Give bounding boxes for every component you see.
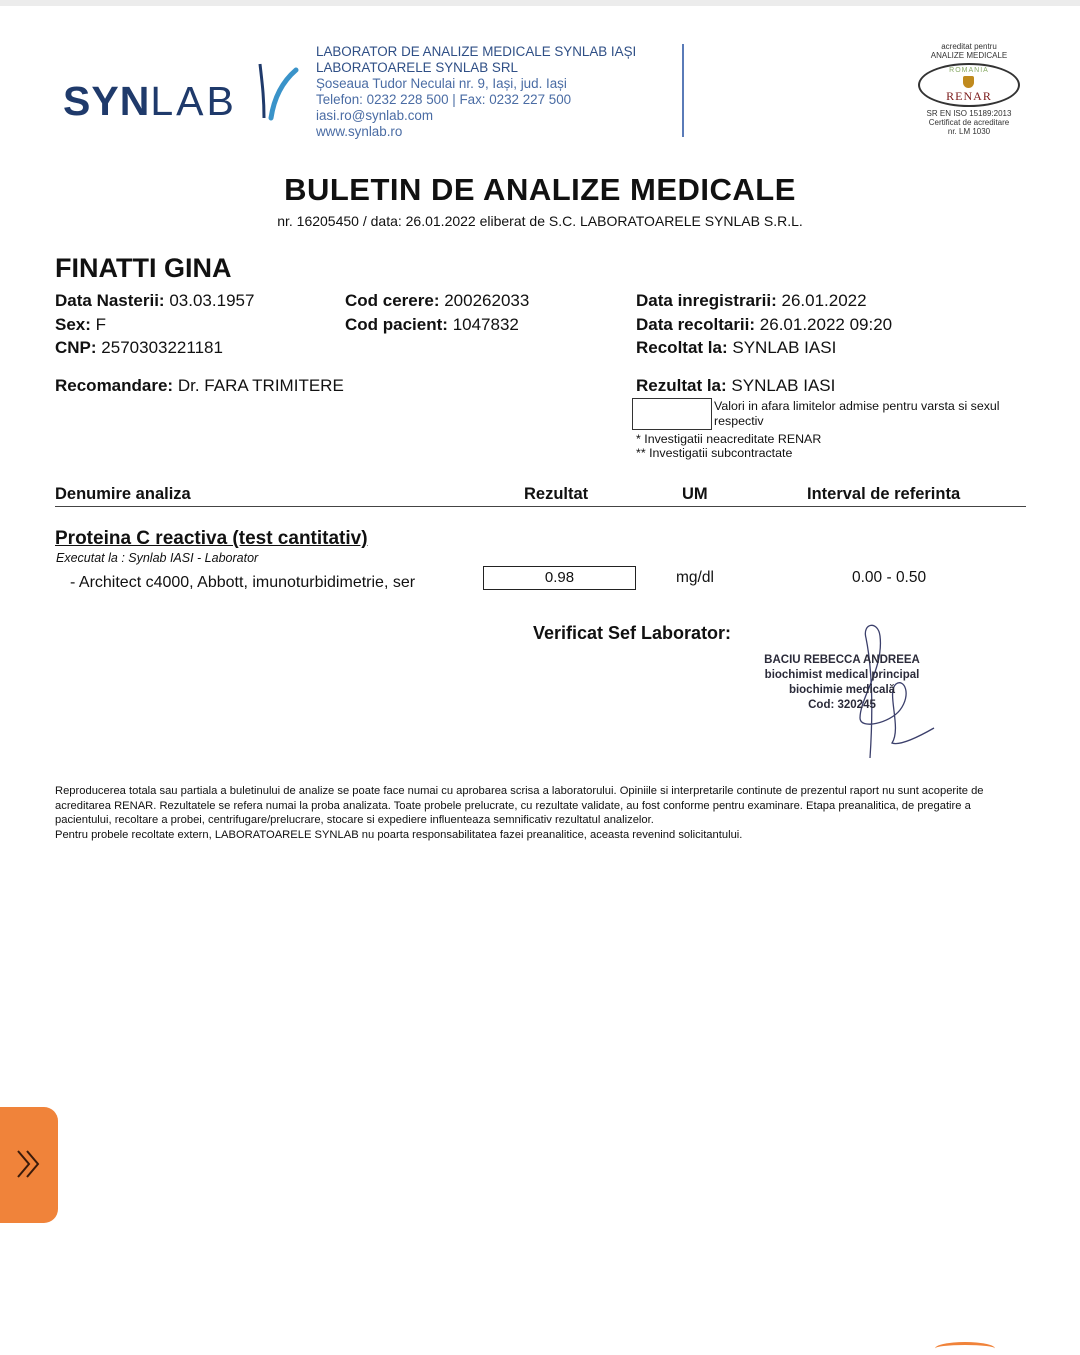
bottom-corner-accent <box>935 1342 995 1355</box>
column-header-unit: UM <box>682 485 708 503</box>
table-header-rule <box>55 506 1026 507</box>
column-header-result: Rezultat <box>524 485 589 503</box>
footer-disclaimer <box>55 784 1030 842</box>
stamp-title: biochimist medical principal <box>764 669 920 681</box>
lab-website[interactable]: www.synlab.ro <box>316 124 403 139</box>
column-header-reference: Interval de referinta <box>807 485 961 503</box>
accreditation-field: ANALIZE MEDICALE <box>930 51 1008 60</box>
sex: Sex: F <box>55 315 107 334</box>
recommendation: Recomandare: Dr. FARA TRIMITERE <box>55 376 344 395</box>
accreditation-text: acreditat pentru <box>941 42 997 51</box>
stamp-specialty: biochimie medicală <box>788 684 896 696</box>
lab-company: LABORATOARELE SYNLAB SRL <box>316 60 518 75</box>
test-reference-range: 0.00 - 0.50 <box>852 569 927 586</box>
lab-email[interactable]: iasi.ro@synlab.com <box>316 108 434 123</box>
executed-at: Executat la : Synlab IASI - Laborator <box>56 551 259 565</box>
legend-note-renar: * Investigatii neacreditate RENAR <box>636 432 822 446</box>
test-method: - Architect c4000, Abbott, imunoturbidimetrie, ser <box>70 574 416 591</box>
side-expand-tab[interactable] <box>0 1107 58 1223</box>
renar-seal <box>918 63 1020 107</box>
request-code: Cod cerere: 200262033 <box>345 291 530 310</box>
document-subtitle: nr. 16205450 / data: 26.01.2022 eliberat de S.C. LABORATOARELE SYNLAB S.R.L. <box>277 213 803 229</box>
double-chevron-right-icon <box>15 1147 43 1186</box>
test-unit: mg/dl <box>676 569 714 586</box>
lab-address: Șoseaua Tudor Neculai nr. 9, Iași, jud. Iași <box>316 76 567 91</box>
renar-accreditation <box>912 42 1026 136</box>
patient-code: Cod pacient: 1047832 <box>345 315 519 334</box>
test-name: Proteina C reactiva (test cantitativ) <box>55 528 368 549</box>
iso-standard: SR EN ISO 15189:2013 <box>926 109 1012 118</box>
verification-label: Verificat Sef Laborator: <box>533 623 732 643</box>
result-at: Rezultat la: SYNLAB IASI <box>636 376 836 395</box>
collection-date: Data recoltarii: 26.01.2022 09:20 <box>636 315 893 334</box>
footer-paragraph-external: Pentru probele recoltate extern, LABORATOARELE SYNLAB nu poarta responsabilitatea fazei preanalitice, aceasta revenind solicitantului. <box>55 828 743 841</box>
document-title: BULETIN DE ANALIZE MEDICALE <box>284 172 796 207</box>
patient-name: FINATTI GINA <box>55 253 232 283</box>
registration-date: Data inregistrarii: 26.01.2022 <box>636 291 867 310</box>
romania-crest-icon <box>963 76 974 88</box>
collected-at: Recoltat la: SYNLAB IASI <box>636 338 837 357</box>
legend-box <box>632 398 712 430</box>
footer-paragraph: Reproducerea totala sau partiala a buletinului de analize se poate face numai cu aprobarea scrisa a laboratorului. Opiniile si interpretarile continute de prezentul raport nu sunt acoperite de acreditarea RENAR. Rezultatele se refera numai la proba analizata. Toate probele prelucrate, cu rezultate validate, au fost conforme pentru examinare. Etapa preanalitica, de pregatire a pacientului, recoltare a probei, centrifugare/prelucrare, stocare si expediere influenteaza semnificativ rezultatul analizelor. <box>55 785 984 826</box>
header-divider <box>682 44 684 137</box>
seal-word: RENAR <box>946 89 992 103</box>
cnp: CNP: 2570303221181 <box>55 338 223 357</box>
certificate-number: nr. LM 1030 <box>947 127 991 136</box>
lab-phone: Telefon: 0232 228 500 | Fax: 0232 227 500 <box>316 92 572 107</box>
birth-date: Data Nasterii: 03.03.1957 <box>55 291 255 310</box>
lab-info <box>316 44 636 140</box>
test-result-value: 0.98 <box>483 566 636 590</box>
legend-note-subcontract: ** Investigatii subcontractate <box>636 446 793 460</box>
legend-text: Valori in afara limitelor admise pentru varsta si sexul respectiv <box>714 399 1000 428</box>
stamp-code: Cod: 320245 <box>808 699 876 711</box>
stamp-name: BACIU REBECCA ANDREEA <box>764 654 920 666</box>
seal-country: ROMANIA <box>949 67 989 74</box>
signature-stamp <box>752 653 932 713</box>
column-header-analysis: Denumire analiza <box>55 485 191 503</box>
synlab-logo-mark-icon <box>252 60 302 129</box>
synlab-logo: SYNLAB <box>63 78 237 124</box>
top-band <box>0 0 1080 6</box>
lab-name: LABORATOR DE ANALIZE MEDICALE SYNLAB IAȘI <box>316 44 637 59</box>
certificate-label: Certificat de acreditare <box>928 118 1010 127</box>
